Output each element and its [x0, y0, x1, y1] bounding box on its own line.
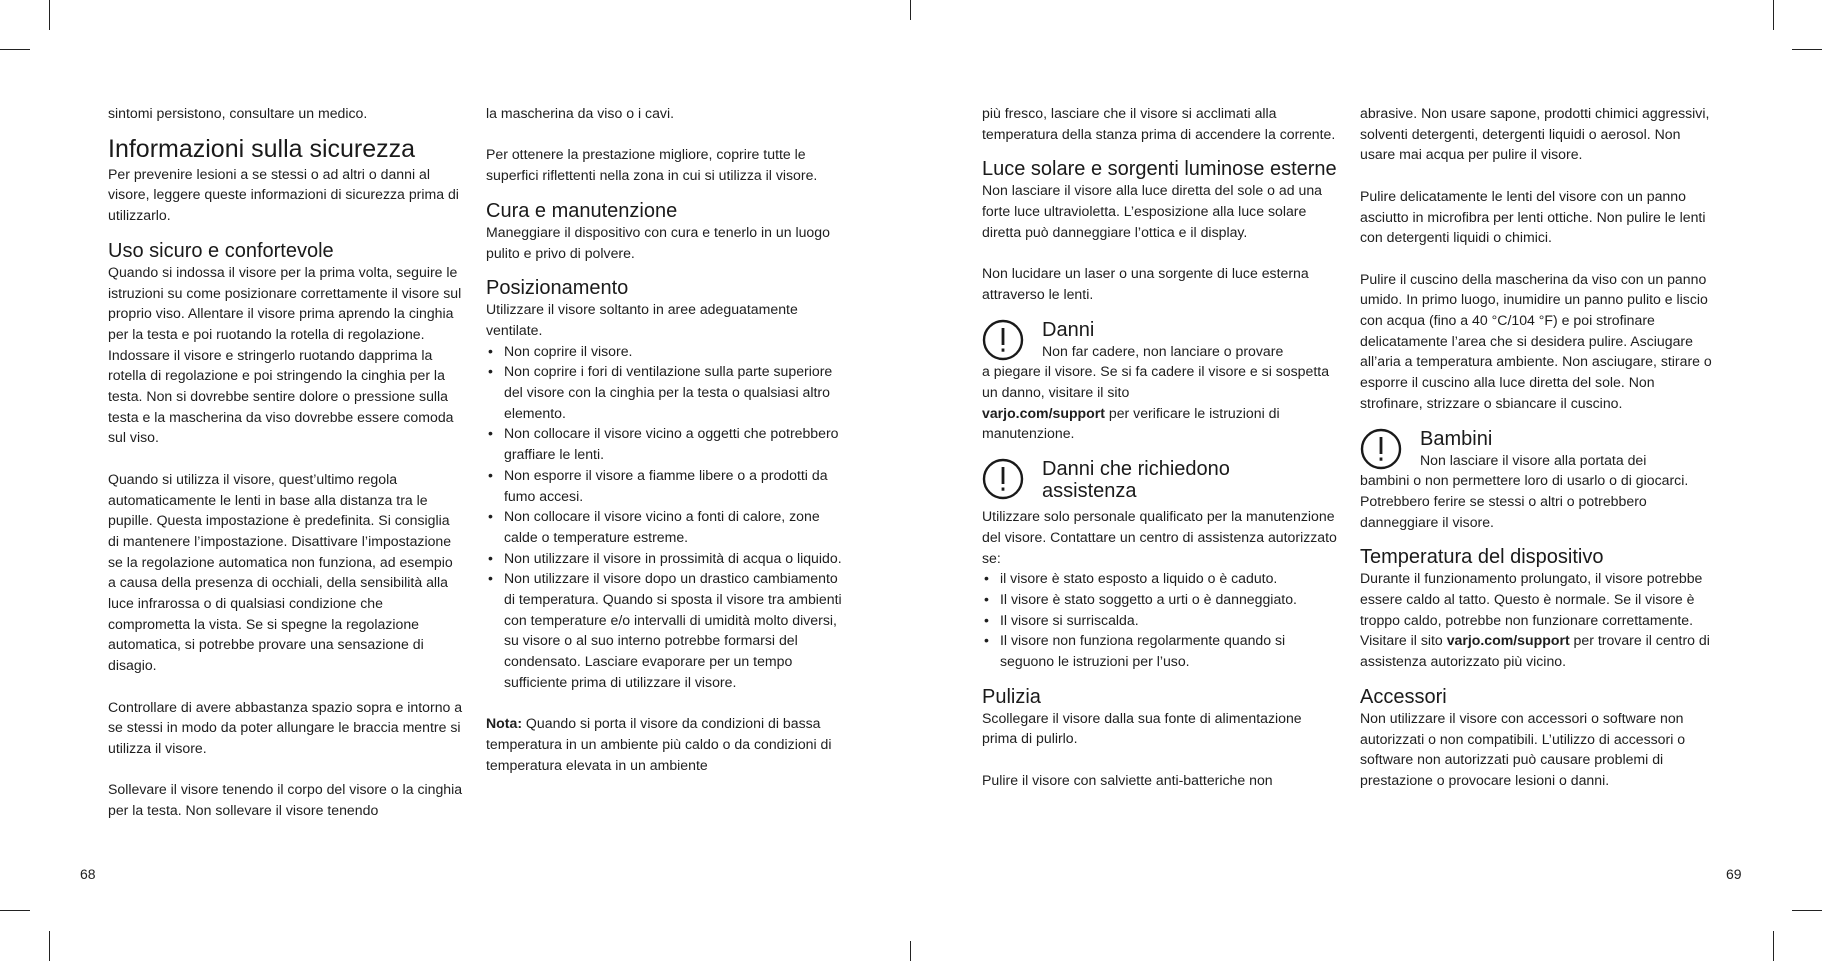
list-item: • Il visore è stato soggetto a urti o è danneggiato. [982, 589, 1338, 610]
damage-text: a piegare il visore. Se si fa cadere il visore e si sospetta un danno, visitare il sito [982, 363, 1330, 401]
paragraph: Per ottenere la prestazione migliore, coprire tutte le superfici riflettenti nella zona in cui si utilizza il visore. [486, 146, 818, 184]
crop-mark [910, 0, 911, 20]
heading-cleaning: Pulizia [982, 685, 1041, 708]
paragraph: la mascherina da viso o i cavi. [486, 105, 675, 121]
paragraph: Pulire il cuscino della mascherina da viso con un panno umido. In primo luogo, inumidire un panno pulito e liscio con acqua (fino a 40 °C/104 °F) e poi strofinare delicatamente l’area che si desidera pulire. Asciugare all’aria a temperatura ambiente. Non asciugare, stirare o esporre il cuscino alla luce diretta del sole. Non strofinare, strizzare o sbiancare il cuscino. [1360, 270, 1712, 411]
column-4 [1360, 103, 1718, 791]
column-3 [982, 103, 1338, 791]
paragraph: Sollevare il visore tenendo il corpo del visore o la cinghia per la testa. Non sollevare il visore tenendo [108, 781, 463, 819]
positioning-list [486, 341, 844, 693]
warning-service [982, 458, 1338, 672]
heading-accessories: Accessori [1360, 685, 1447, 708]
list-item: • Non utilizzare il visore in prossimità di acqua o liquido. [486, 548, 844, 569]
support-link[interactable]: varjo.com/support [1446, 632, 1570, 649]
list-item: • il visore è stato esposto a liquido o è caduto. [982, 568, 1338, 589]
paragraph: Quando si utilizza il visore, quest’ultimo regola automaticamente le lenti in base alla distanza tra le pupille. Questa impostazione è predefinita. Si consiglia di mantenere l’impostazione. Disattivare l’impostazione se la regolazione automatica non funziona, ad esempio a causa della presenza di occhiali, della sensibilità alla luce infrarossa o di qualsiasi condizione che comprometta la vista. Se si spegne la regolazione automatica, si potrebbe provare una sensazione di disagio. [108, 470, 453, 674]
heading-damage: Danni [1042, 318, 1095, 341]
exclamation-icon [982, 458, 1024, 500]
paragraph: abrasive. Non usare sapone, prodotti chimici aggressivi, solventi detergenti, detergenti liquidi o aerosol. Non usare mai acqua per pulire il visore. [1360, 105, 1710, 163]
list-item: • Non collocare il visore vicino a fonti di calore, zone calde o temperature estreme. [486, 506, 844, 547]
paragraph: sintomi persistono, consultare un medico. [108, 105, 368, 121]
column-1 [108, 103, 464, 821]
paragraph [982, 361, 1338, 444]
page-number-right: 69 [1726, 866, 1742, 882]
paragraph: più fresco, lasciare che il visore si acclimati alla temperatura della stanza prima di accendere la corrente. [982, 105, 1336, 142]
page-number-left: 68 [80, 866, 96, 882]
list-item: • Non esporre il visore a fiamme libere o a prodotti da fumo accesi. [486, 465, 844, 506]
paragraph: Scollegare il visore dalla sua fonte di alimentazione prima di pulirlo. [982, 709, 1302, 747]
crop-mark [1773, 0, 1774, 30]
list-item: • Non coprire il visore. [486, 341, 844, 362]
paragraph: Non lasciare il visore alla luce diretta del sole o ad una forte luce ultravioletta. L’esposizione alla luce solare diretta può danneggiare l’ottica e il display. [982, 182, 1323, 240]
warning-damage [982, 319, 1338, 445]
note-label: Nota: [486, 715, 523, 732]
paragraph: Controllare di avere abbastanza spazio sopra e intorno a se stessi in modo da poter allungare le braccia mentre si utilizza il visore. [108, 698, 463, 756]
list-item: • Il visore non funziona regolarmente quando si seguono le istruzioni per l’uso. [982, 630, 1338, 671]
column-2 [486, 103, 844, 775]
list-item: • Il visore si surriscalda. [982, 610, 1338, 631]
heading-device-temperature: Temperatura del dispositivo [1360, 546, 1604, 569]
paragraph: Quando si indossa il visore per la prima volta, seguire le istruzioni su come posizionare correttamente il visore sul proprio viso. Allentare il visore prima aprendo la cinghia per la testa e poi ruotando la rotella di regolazione. Indossare il visore e stringerlo ruotando dapprima la rotella di regolazione e poi stringendo la cinghia per la testa. Non si dovrebbe sentire dolore o pressione sulla testa e la mascherina da viso dovrebbe essere comoda sul viso. [108, 263, 462, 446]
paragraph: Maneggiare il dispositivo con cura e tenerlo in un luogo pulito e privo di polvere. [486, 223, 830, 261]
list-item: • Non coprire i fori di ventilazione sulla parte superiore del visore con la cinghia per la testa o qualsiasi altro elemento. [486, 361, 844, 423]
heading-safety-info: Informazioni sulla sicurezza [108, 134, 416, 163]
heading-children: Bambini [1420, 427, 1493, 450]
crop-mark [1773, 931, 1774, 961]
exclamation-icon [982, 319, 1024, 361]
warning-children [1360, 428, 1718, 533]
temp-text: Durante il funzionamento prolungato, il visore potrebbe essere caldo al tatto. Questo è normale. Se il visore è troppo caldo, potrebbe non funzionare correttamente. Visitare il sito [1360, 570, 1703, 649]
paragraph: Utilizzare solo personale qualificato per la manutenzione del visore. Contattare un centro di assistenza autorizzato se: [982, 508, 1337, 566]
heading-safe-use: Uso sicuro e confortevole [108, 239, 334, 262]
crop-mark [49, 931, 50, 961]
crop-mark [0, 49, 30, 50]
note-text: Quando si porta il visore da condizioni di bassa temperatura in un ambiente più caldo o da condizioni di temperatura elevata in un ambiente [486, 715, 832, 773]
heading-sunlight: Luce solare e sorgenti luminose esterne [982, 158, 1337, 181]
crop-mark [0, 910, 30, 911]
paragraph: Utilizzare il visore soltanto in aree adeguatamente ventilate. [486, 301, 798, 338]
note [486, 713, 844, 775]
list-item: • Non collocare il visore vicino a oggetti che potrebbero graffiare le lenti. [486, 423, 844, 464]
service-list [982, 568, 1338, 672]
heading-care: Cura e manutenzione [486, 199, 678, 222]
paragraph: Pulire delicatamente le lenti del visore con un panno asciutto in microfibra per lenti ottiche. Non pulire le lenti con detergenti liquidi o chimici. [1360, 187, 1706, 246]
temp-text-end: per trovare il centro di assistenza autorizzato più vicino. [1360, 632, 1710, 670]
exclamation-icon [1360, 428, 1402, 470]
support-link[interactable]: varjo.com/support [982, 404, 1105, 421]
crop-mark [910, 941, 911, 961]
paragraph: Per prevenire lesioni a se stessi o ad altri o danni al visore, leggere queste informazioni di sicurezza prima di utilizzarlo. [108, 165, 459, 224]
list-item: • Non utilizzare il visore dopo un drastico cambiamento di temperatura. Quando si sposta il visore tra ambienti con temperature e/o intervalli di umidità molto diversi, su visore o al suo interno potrebbe formarsi del condensato. Lasciare evaporare per un tempo sufficiente prima di utilizzare il visore. [486, 568, 844, 692]
paragraph: Non lucidare un laser o una sorgente di luce esterna attraverso le lenti. [982, 265, 1309, 302]
damage-text-end: per verificare le istruzioni di manutenzione. [982, 404, 1280, 442]
paragraph: bambini o non permettere loro di usarlo o di giocarci. Potrebbero ferire se stessi o altri o potrebbero danneggiare il visore. [1360, 472, 1689, 530]
paragraph [1360, 568, 1718, 672]
crop-mark [49, 0, 50, 30]
paragraph: Non lasciare il visore alla portata dei [1420, 451, 1647, 468]
paragraph: Pulire il visore con salviette anti-batteriche non [982, 771, 1273, 788]
heading-service: Danni che richiedono assistenza [1042, 458, 1230, 503]
paragraph: Non far cadere, non lanciare o provare [1042, 342, 1284, 359]
heading-positioning: Posizionamento [486, 277, 629, 300]
paragraph: Non utilizzare il visore con accessori o software non autorizzati o non compatibili. L’utilizzo di accessori o software non autorizzati può causare problemi di prestazione o provocare lesioni o danni. [1360, 709, 1686, 788]
crop-mark [1792, 49, 1822, 50]
crop-mark [1792, 910, 1822, 911]
